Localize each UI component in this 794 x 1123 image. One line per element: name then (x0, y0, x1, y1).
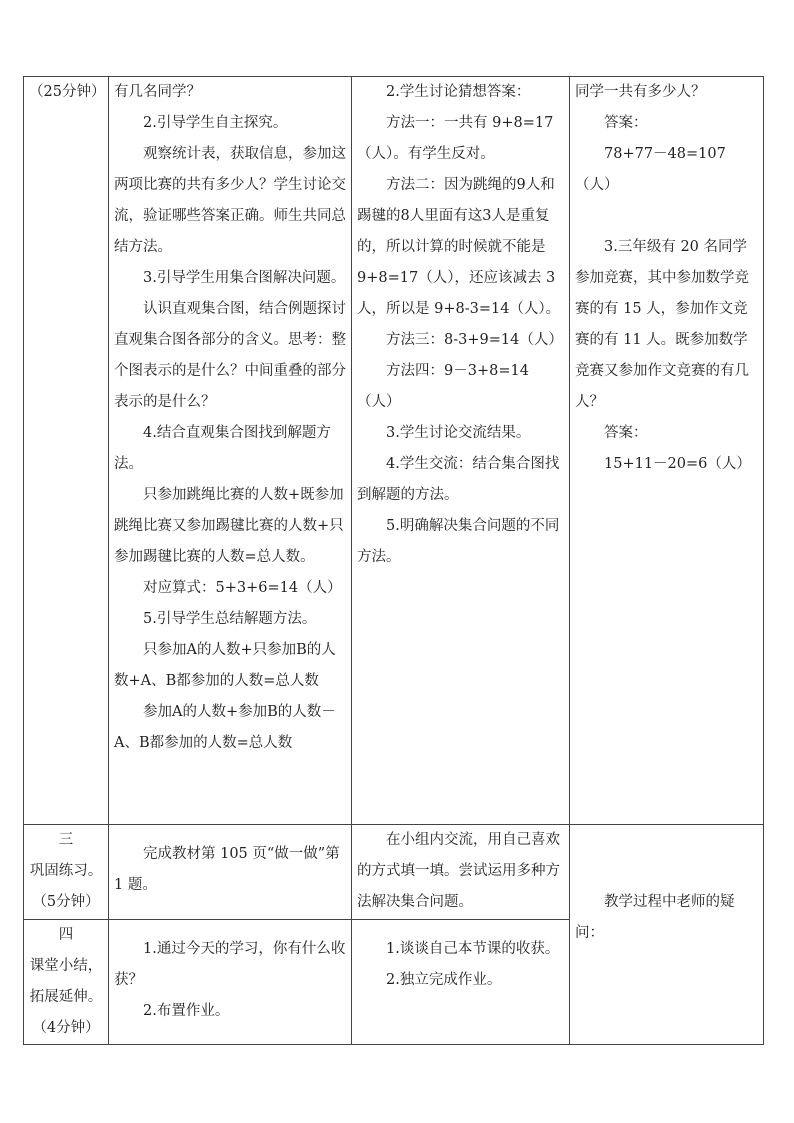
notes-spacer (575, 201, 758, 232)
stage-line: 课堂小结， (29, 958, 103, 974)
notes-cell (570, 825, 764, 1045)
teacher-paragraph: 观察统计表，获取信息，参加这两项比赛的共有多少人？学生讨论交流，验证哪些答案正确。师生共同总结方法。 (114, 146, 346, 255)
table-row (24, 825, 764, 920)
student-paragraph: 2.独立完成作业。 (386, 972, 502, 988)
stage-line: （5分钟） (32, 894, 100, 910)
teacher-paragraph: 4.结合直观集合图找到解题方法。 (114, 425, 331, 472)
teacher-paragraph: 3.引导学生用集合图解决问题。 (143, 270, 346, 286)
student-paragraph: 方法四：9－3+8=14（人） (357, 363, 529, 410)
teacher-activity-cell (109, 920, 352, 1045)
stage-cell (24, 77, 109, 825)
teacher-paragraph: 5.引导学生总结解题方法。 (143, 611, 317, 627)
student-paragraph: 4.学生交流：结合集合图找到解题的方法。 (357, 456, 560, 503)
teacher-paragraph: 对应算式：5+3+6=14（人） (143, 580, 342, 596)
notes-paragraph: 答案： (604, 425, 648, 441)
teacher-paragraph: 有几名同学？ (114, 84, 201, 100)
stage-line: 三 (58, 832, 74, 848)
student-paragraph: 1.谈谈自己本节课的收获。 (386, 941, 560, 957)
student-paragraph: 方法三：8-3+9=14（人） (386, 332, 563, 348)
teacher-paragraph: 认识直观集合图，结合例题探讨直观集合图各部分的含义。思考：整个图表示的是什么？中间重叠的部分表示的是什么？ (114, 301, 346, 410)
teacher-activity-cell (109, 825, 352, 920)
stage-line: 拓展延伸。 (29, 989, 103, 1005)
student-paragraph: 方法二：因为跳绳的9人和踢毽的8人里面有这3人是重复的，所以计算的时候就不能是 9+8=17（人），还应该减去 3 人，所以是 9+8-3=14（人）。 (357, 177, 561, 317)
notes-cell (570, 77, 764, 825)
notes-paragraph: 3.三年级有 20 名同学参加竞赛，其中参加数学竞赛的有 15 人，参加作文竞赛的有 11 人。既参加数学竞赛又参加作文竞赛的有几人？ (575, 239, 749, 410)
teacher-paragraph: 只参加跳绳比赛的人数+既参加跳绳比赛又参加踢毽比赛的人数+只参加踢毽比赛的人数=总人数。 (114, 487, 344, 565)
student-activity-cell (352, 77, 570, 825)
student-activity-cell (352, 920, 570, 1045)
student-paragraph: 5.明确解决集合问题的不同方法。 (357, 518, 560, 565)
notes-paragraph: 教学过程中老师的疑问： (575, 894, 735, 941)
teacher-paragraph: 2.布置作业。 (143, 1003, 230, 1019)
student-paragraph: 2.学生讨论猜想答案： (386, 84, 531, 100)
stage-line: 四 (58, 927, 74, 943)
teacher-activity-cell (109, 77, 352, 825)
teacher-paragraph: 只参加A的人数+只参加B的人数+A、B都参加的人数=总人数 (114, 642, 336, 689)
stage-line: 巩固练习。 (29, 863, 103, 879)
lesson-plan-table (23, 76, 764, 1045)
notes-paragraph: 答案： (604, 115, 648, 131)
stage-line: （4分钟） (32, 1020, 100, 1036)
table-row (24, 77, 764, 825)
teacher-paragraph: 参加A的人数+参加B的人数－A、B都参加的人数=总人数 (114, 704, 336, 751)
notes-paragraph: 15+11－20=6（人） (604, 456, 751, 472)
stage-cell (24, 920, 109, 1045)
student-paragraph: 3.学生讨论交流结果。 (386, 425, 531, 441)
teacher-paragraph: 1.通过今天的学习，你有什么收获？ (114, 941, 346, 988)
teacher-paragraph: 完成教材第 105 页“做一做”第 1 题。 (114, 846, 340, 893)
stage-line: （25分钟） (29, 84, 106, 100)
notes-paragraph: 78+77－48=107（人） (575, 146, 726, 193)
student-paragraph: 方法一：一共有 9+8=17（人）。有学生反对。 (357, 115, 554, 162)
student-activity-cell (352, 825, 570, 920)
notes-spacer (575, 856, 758, 887)
notes-paragraph: 同学一共有多少人？ (575, 84, 706, 100)
teacher-paragraph: 2.引导学生自主探究。 (143, 115, 288, 131)
notes-spacer (575, 825, 758, 856)
stage-cell (24, 825, 109, 920)
student-paragraph: 在小组内交流，用自己喜欢的方式填一填。尝试运用多种方法解决集合问题。 (357, 832, 560, 910)
